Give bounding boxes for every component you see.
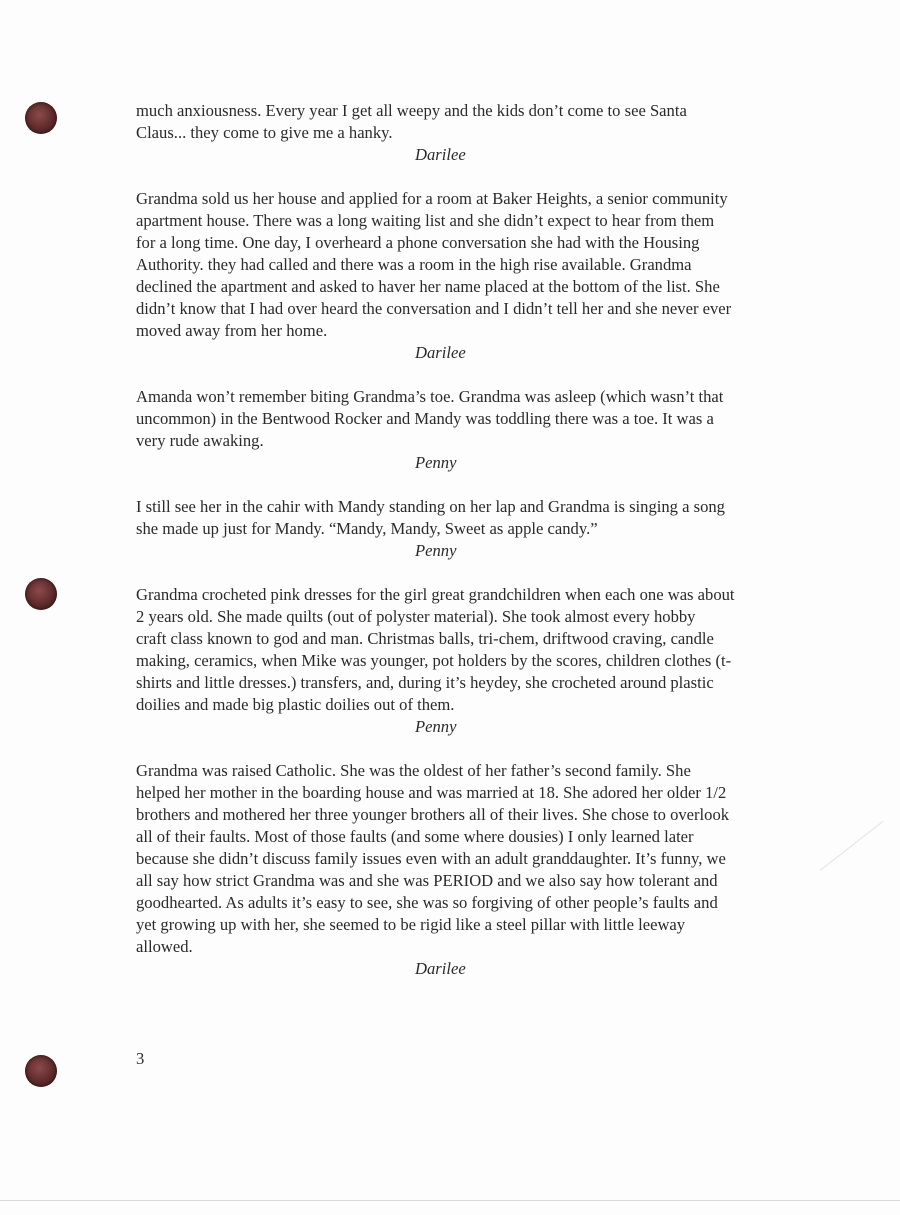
entry-author: Penny: [415, 453, 457, 472]
binder-hole-bottom: [25, 1055, 57, 1087]
binder-hole-middle: [25, 578, 57, 610]
entry-text: Grandma crocheted pink dresses for the girl great grandchildren when each one was about 2 years old. She made quilts (out of polyster material). She took almost every hobby craft class known to god and man. Christmas balls, tri-chem, driftwood craving, candle making, ceramics, when Mike was younger, pot holders by the scores, children clothes (t- shirts and little dresses.) transfers, and, during it’s heydey, she crocheted around plastic doilies and made big plastic doilies out of them.: [136, 585, 735, 714]
document-body: [136, 100, 816, 980]
entry-author: Darilee: [415, 959, 466, 978]
page-number: 3: [136, 1049, 145, 1068]
paper-crease: [820, 821, 884, 871]
entry-text: much anxiousness. Every year I get all weepy and the kids don’t come to see Santa Claus... they come to give me a hanky.: [136, 101, 687, 142]
entry-text: Amanda won’t remember biting Grandma’s toe. Grandma was asleep (which wasn’t that uncommon) in the Bentwood Rocker and Mandy was toddling there was a toe. It was a very rude awaking.: [136, 387, 724, 450]
binder-hole-top: [25, 102, 57, 134]
entry-author: Penny: [415, 541, 457, 560]
entry-author: Darilee: [415, 145, 466, 164]
page-edge: [0, 1200, 900, 1201]
entry-text: I still see her in the cahir with Mandy standing on her lap and Grandma is singing a song she made up just for Mandy. “Mandy, Mandy, Sweet as apple candy.”: [136, 497, 725, 538]
entry-author: Penny: [415, 717, 457, 736]
entry-text: Grandma was raised Catholic. She was the oldest of her father’s second family. She helped her mother in the boarding house and was married at 18. She adored her older 1/2 brothers and mothered her three younger brothers all of their lives. She chose to overlook all of their faults. Most of those faults (and some where dousies) I only learned later because she didn’t discuss family issues even with an adult granddaughter. It’s funny, we all say how strict Grandma was and she was PERIOD and we also say how tolerant and goodhearted. As adults it’s easy to see, she was so forgiving of other people’s faults and yet growing up with her, she seemed to be rigid like a steel pillar with little leeway allowed.: [136, 761, 730, 956]
entry-text: Grandma sold us her house and applied for a room at Baker Heights, a senior community apartment house. There was a long waiting list and she didn’t expect to hear from them for a long time. One day, I overheard a phone conversation she had with the Housing Authority. they had called and there was a room in the high rise available. Grandma declined the apartment and asked to haver her name placed at the bottom of the list. She didn’t know that I had over heard the conversation and I didn’t tell her and she never ever moved away from her home.: [136, 189, 732, 340]
entry-author: Darilee: [415, 343, 466, 362]
